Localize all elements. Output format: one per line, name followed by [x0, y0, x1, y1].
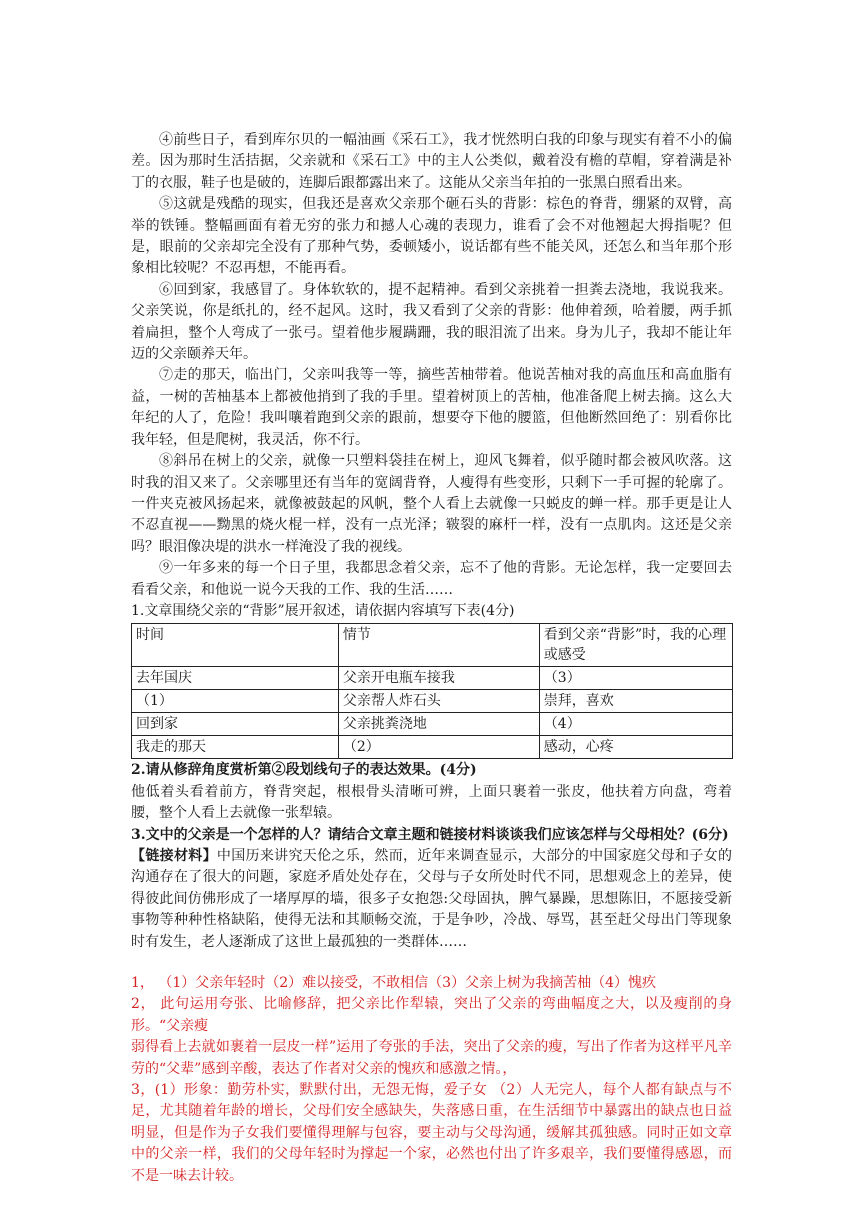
question-1-prompt: 1.文章围绕父亲的“背影”展开叙述，请依据内容填写下表(4分)	[131, 602, 515, 619]
table-cell: （2）	[338, 736, 539, 759]
table-header-row	[132, 624, 733, 667]
link-material	[131, 846, 732, 953]
table-cell: 崇拜，喜欢	[539, 690, 732, 713]
table-row	[132, 713, 733, 736]
table-header-cell: 时间	[132, 624, 339, 667]
question-1-table	[131, 623, 733, 759]
answer-3: 3，(1）形象：勤劳朴实，默默付出，无怨无悔，爱子女 （2）人无完人，每个人都有缺点与不足，尤其随着年龄的增长，父母们安全感缺失，失落感日重，在生活细节中暴露出的缺点也日益明显，但是作为子女我们要懂得理解与包容，要主动与父母沟通，缓解其孤独感。同时正如文章中的父亲一样，我们的父母年轻时为撑起一个家，必然也付出了许多艰辛，我们要懂得感恩，而不是一味去计较。	[131, 1082, 732, 1184]
question-3-prompt: 3.文中的父亲是一个怎样的人？请结合文章主题和链接材料谈谈我们应该怎样与父母相处？(6分)	[131, 826, 729, 843]
table-cell: 父亲挑粪浇地	[338, 713, 539, 736]
link-material-label: 【链接材料】	[131, 847, 217, 864]
table-header-cell: 看到父亲“背影”时，我的心理或感受	[539, 624, 732, 667]
spacer	[131, 953, 732, 973]
table-cell: 父亲帮人炸石头	[338, 690, 539, 713]
table-cell: 我走的那天	[132, 736, 339, 759]
answer-1: 1， （1）父亲年轻时（2）难以接受，不敢相信（3）父亲上树为我摘苦柚（4）愧疚	[131, 975, 656, 991]
table-cell: 父亲开电瓶车接我	[338, 667, 539, 690]
answer-2: 2， 此句运用夸张、比喻修辞，把父亲比作犁辕，突出了父亲的弯曲幅度之大，以及瘦削的身形。“父亲瘦	[131, 996, 732, 1034]
table-header-cell: 情节	[338, 624, 539, 667]
table-cell: 回到家	[132, 713, 339, 736]
table-cell: 感动，心疼	[539, 736, 732, 759]
question-2-prompt: 2.请从修辞角度赏析第②段划线句子的表达效果。(4分)	[131, 762, 477, 779]
paragraph-5: ⑤这就是残酷的现实，但我还是喜欢父亲那个砸石头的背影：棕色的脊背，绷紧的双臂，高举的铁锤。整幅画面有着无穷的张力和撼人心魂的表现力，谁看了会不对他翘起大拇指呢？但是，眼前的父亲却完全没有了那种气势，委顿矮小，说话都有些不能关风，还怎么和当年那个形象相比较呢？不忍再想，不能再看。	[131, 196, 732, 277]
paragraph-9: ⑨一年多来的每一个日子里，我都思念着父亲，忘不了他的背影。无论怎样，我一定要回去看看父亲，和他说一说今天我的工作、我的生活……	[131, 560, 732, 598]
question-2-quote: 他低着头看着前方，脊背突起，根根骨头清晰可辨，上面只裹着一张皮，他扶着方向盘，弯着腰，整个人看上去就像一张犁辕。	[131, 783, 732, 822]
table-row	[132, 690, 733, 713]
paragraph-6: ⑥回到家，我感冒了。身体软软的，提不起精神。看到父亲挑着一担粪去浇地，我说我来。父亲笑说，你是纸扎的，经不起风。这时，我又看到了父亲的背影：他伸着颈，哈着腰，两手抓着扁担，整个人弯成了一张弓。望着他步履蹒跚，我的眼泪流了出来。身为儿子，我却不能让年迈的父亲颐养天年。	[131, 281, 732, 363]
table-row	[132, 667, 733, 690]
paragraph-8: ⑧斜吊在树上的父亲，就像一只塑料袋挂在树上，迎风飞舞着，似乎随时都会被风吹落。这时我的泪又来了。父亲哪里还有当年的宽阔背脊，人瘦得有些变形，只剩下一手可握的轮廓了。一件夹克被风扬起来，就像被鼓起的风帆，整个人看上去就像一只蜕皮的蝉一样。那手更是让人不忍直视——黝黑的烧火棍一样，没有一点光泽；皲裂的麻杆一样，没有一点肌肉。这还是父亲吗？眼泪像决堤的洪水一样淹没了我的视线。	[131, 453, 732, 555]
table-cell: （3）	[539, 667, 732, 690]
link-material-text: 中国历来讲究天伦之乐，然而，近年来调查显示，大部分的中国家庭父母和子女的沟通存在了很大的问题，家庭矛盾处处存在，父母与子女所处时代不同，思想观念上的差异，使得彼此间仿佛形成了一堵厚厚的墙，很多子女抱怨:父母固执，脾气暴躁，思想陈旧，不愿接受新事物等种种性格缺陷，使得无法和其顺畅交流，于是争吵，冷战、辱骂，甚至赶父母出门等现象时有发生，老人逐渐成了这世上最孤独的一类群体……	[131, 847, 733, 950]
table-row	[132, 736, 733, 759]
table-cell: 去年国庆	[132, 667, 339, 690]
paragraph-4: ④前些日子，看到库尔贝的一幅油画《采石工》，我才恍然明白我的印象与现实有着不小的偏差。因为那时生活拮据，父亲就和《采石工》中的主人公类似，戴着没有檐的草帽，穿着满是补丁的衣服，鞋子也是破的，连脚后跟都露出来了。这能从父亲当年拍的一张黑白照看出来。	[131, 132, 732, 191]
answer-2-continued: 弱得看上去就如裹着一层皮一样”运用了夸张的手法，突出了父亲的瘦，写出了作者为这样平凡辛劳的“父辈”感到辛酸，表达了作者对父亲的愧疚和感激之情。，	[131, 1039, 732, 1077]
table-cell: （4）	[539, 713, 732, 736]
table-cell: （1）	[132, 690, 339, 713]
paragraph-7: ⑦走的那天，临出门，父亲叫我等一等，摘些苦柚带着。他说苦柚对我的高血压和高血脂有益，一树的苦柚基本上都被他捎到了我的手里。望着树顶上的苦柚，他准备爬上树去摘。这么大年纪的人了，危险！我叫嚷着跑到父亲的跟前，想要夺下他的腰篮，但他断然回绝了：别看你比我年轻，但是爬树，我灵活，你不行。	[131, 367, 732, 448]
